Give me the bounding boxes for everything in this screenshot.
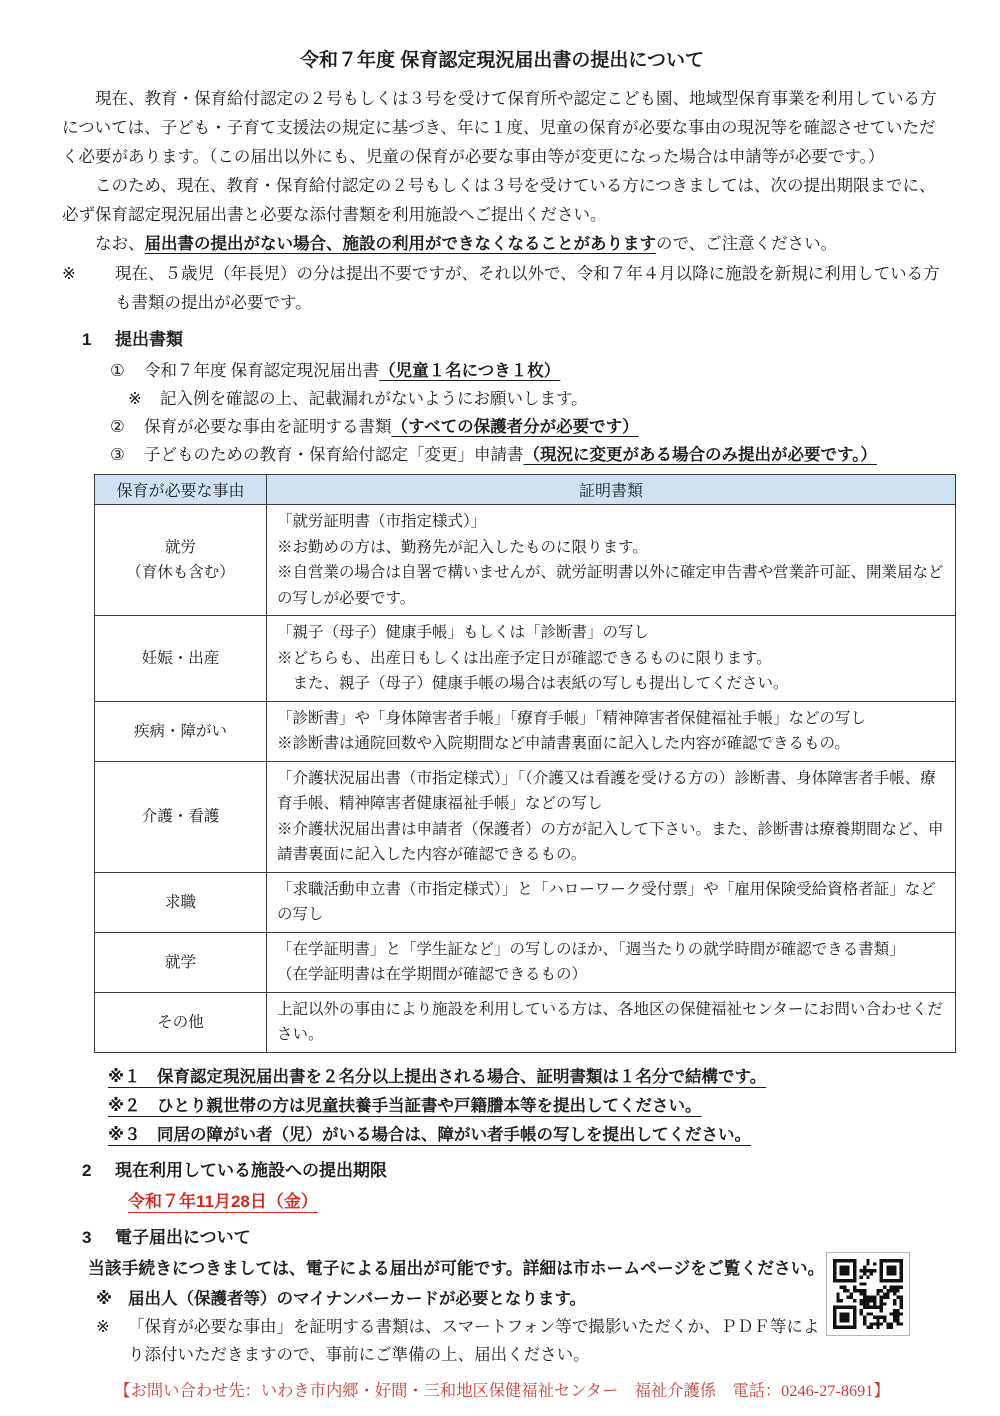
- intro-kome-note: [62, 259, 942, 317]
- electronic-filing-lead: 当該手続きにつきましては、電子による届出が可能です。詳細は市ホームページをご覧ください。: [88, 1255, 942, 1283]
- intro-warning-line: [62, 229, 942, 259]
- item1-note-text: 記入例を確認の上、記載漏れがないようにお願いします。: [160, 389, 588, 408]
- doc-line: 上記以外の事由により施設を利用している方は、各地区の保健福祉センターにお問い合わせください。: [277, 1000, 943, 1043]
- enote1-text: 届出人（保護者等）のマイナンバーカードが必要となります。: [128, 1289, 587, 1308]
- table-row-pregnancy: [95, 616, 956, 702]
- doc-line: ※お勤めの方は、勤務先が記入したものに限ります。: [277, 538, 648, 556]
- table-row-illness: [95, 701, 956, 761]
- enote1-kome-icon: ※: [96, 1289, 113, 1308]
- qr-code-image: [833, 1259, 903, 1329]
- submission-item-1-note: [128, 385, 942, 413]
- intro-paragraph-1: 現在、教育・保育給付認定の２号もしくは３号を受けて保育所や認定こども園、地域型保育事業を利用している方については、子ども・子育て支援法の規定に基づき、年に１度、児童の保育が必要な事由の現況等を確認させていただく必要があります。（この届出以外にも、児童の保育が必要な事由等が変更になった場合は申請等が必要です。）: [62, 89, 937, 166]
- item2-text: 保育が必要な事由を証明する書類: [144, 417, 392, 436]
- section1-number: 1: [82, 330, 92, 349]
- item1-bold-paren: （児童１名につき１枚）: [379, 362, 561, 380]
- item2-bold-paren: （すべての保護者分が必要です）: [391, 418, 639, 436]
- doc-line: ※自営業の場合は自署で構いませんが、就労証明書以外に確定申告書や営業許可証、開業届などの写しが必要です。: [277, 564, 944, 607]
- table-row-caregiving: [95, 761, 956, 872]
- reason-pregnancy: 妊娠・出産: [95, 616, 267, 702]
- reason-schooling: 就学: [95, 932, 267, 992]
- item3-marker-icon: ③: [110, 445, 125, 464]
- reason-illness: 疾病・障がい: [95, 701, 267, 761]
- intro-paragraph-2: このため、現在、教育・保育給付認定の２号もしくは３号を受けている方につきましては、次の提出期限までに、必ず保育認定現況届出書と必要な添付書類を利用施設へご提出ください。: [62, 176, 936, 224]
- electronic-note-2: [96, 1313, 942, 1369]
- doc-line: 「求職活動申立書（市指定様式）」と「ハローワーク受付票」や「雇用保険受給資格者証」などの写し: [277, 880, 936, 923]
- reason-other: その他: [95, 992, 267, 1052]
- electronic-note-1: [96, 1285, 942, 1313]
- section3-heading: [82, 1224, 942, 1251]
- item1-note-kome-icon: ※: [128, 389, 142, 408]
- table-header-documents: 証明書類: [267, 475, 956, 505]
- doc-line: （在学証明書は在学期間が確認できるもの）: [277, 966, 588, 983]
- page-title: 令和７年度 保育認定現況届出書の提出について: [300, 50, 704, 71]
- section1-title: 提出書類: [115, 330, 183, 349]
- item3-text: 子どものための教育・保育給付認定「変更」申請書: [144, 445, 524, 464]
- enote2-text: 「保育が必要な事由」を証明する書類は、スマートフォン等で撮影いただくか、ＰＤＦ等により添付いただきますので、事前にご準備の上、届出ください。: [128, 1316, 820, 1364]
- table-row-schooling: [95, 932, 956, 992]
- submission-item-2: [110, 413, 942, 441]
- warning-prefix: なお、: [95, 234, 145, 253]
- required-documents-table: [94, 474, 956, 1053]
- section2-number: 2: [82, 1160, 92, 1180]
- table-header-reason: 保育が必要な事由: [95, 475, 267, 505]
- table-row-employment: [95, 505, 956, 616]
- doc-line: ※介護状況届出書は申請者（保護者）の方が記入して下さい。また、診断書は療養期間など、申請書裏面に記入した内容が確認できるもの。: [277, 820, 944, 863]
- kome-note-text: 現在、５歳児（年長児）の分は提出不要ですが、それ以外で、令和７年４月以降に施設を新規に利用している方も書類の提出が必要です。: [115, 264, 940, 312]
- warning-bold-text: 届出書の提出がない場合、施設の利用ができなくなることがあります: [144, 235, 656, 253]
- reason-employment: 就労: [164, 539, 196, 556]
- doc-line: ※どちらも、出産日もしくは出産予定日が確認できるものに限ります。: [277, 649, 772, 667]
- doc-line: ※診断書は通院回数や入院期間など申請書裏面に記入した内容が確認できるもの。: [277, 735, 850, 752]
- item1-marker-icon: ①: [110, 361, 125, 380]
- doc-line: 「就労証明書（市指定様式）」: [277, 513, 487, 530]
- doc-line: また、親子（母子）健康手帳の場合は表紙の写しも提出してください。: [277, 675, 789, 692]
- item3-bold-paren: （現況に変更がある場合のみ提出が必要です。）: [523, 446, 877, 464]
- submission-item-3: [110, 441, 942, 469]
- section2-title: 現在利用している施設への提出期限: [115, 1160, 387, 1180]
- item1-text: 令和７年度 保育認定現況届出書: [144, 361, 380, 380]
- footnote-1: ※１ 保育認定現況届出書を２名分以上提出される場合、証明書類は１名分で結構です。: [108, 1067, 767, 1086]
- table-row-jobseeking: [95, 872, 956, 932]
- footnote-2: ※２ ひとり親世帯の方は児童扶養手当証書や戸籍謄本等を提出してください。: [108, 1096, 702, 1115]
- kome-icon: ※: [62, 264, 76, 283]
- section3-number: 3: [82, 1227, 92, 1247]
- qr-code: [826, 1252, 910, 1336]
- doc-line: 「在学証明書」と「学生証など」の写しのほか、「週当たりの就学時間が確認できる書類」: [277, 940, 905, 958]
- section3-title: 電子届出について: [115, 1227, 251, 1247]
- enote2-kome-icon: ※: [96, 1316, 110, 1336]
- warning-suffix: ので、ご注意ください。: [656, 234, 838, 253]
- submission-item-1: [110, 357, 942, 385]
- doc-line: 「診断書」や「身体障害者手帳」「療育手帳」「精神障害者保健福祉手帳」などの写し: [277, 709, 867, 727]
- footnote-3: ※３ 同居の障がい者（児）がいる場合は、障がい者手帳の写しを提出してください。: [108, 1125, 752, 1144]
- section2-heading: [82, 1157, 942, 1184]
- reason-jobseeking: 求職: [95, 872, 267, 932]
- table-header-row: [95, 475, 956, 505]
- table-row-other: [95, 992, 956, 1052]
- item2-marker-icon: ②: [110, 417, 125, 436]
- reason-employment-sub: （育休も含む）: [126, 564, 235, 581]
- section1-heading: [82, 326, 942, 353]
- contact-footer: 【お問い合わせ先：いわき市内郷・好間・三和地区保健福祉センター 福祉介護係 電話：0246-27-8691】: [114, 1380, 890, 1400]
- doc-line: 「親子（母子）健康手帳」もしくは「診断書」の写し: [277, 624, 650, 641]
- reason-caregiving: 介護・看護: [95, 761, 267, 872]
- doc-line: 「介護状況届出書（市指定様式）」「（介護又は看護を受ける方の）診断書、身体障害者手帳、療育手帳、精神障害者健康福祉手帳」などの写し: [277, 769, 936, 812]
- deadline-text: 令和７年11月28日（金）: [128, 1191, 318, 1211]
